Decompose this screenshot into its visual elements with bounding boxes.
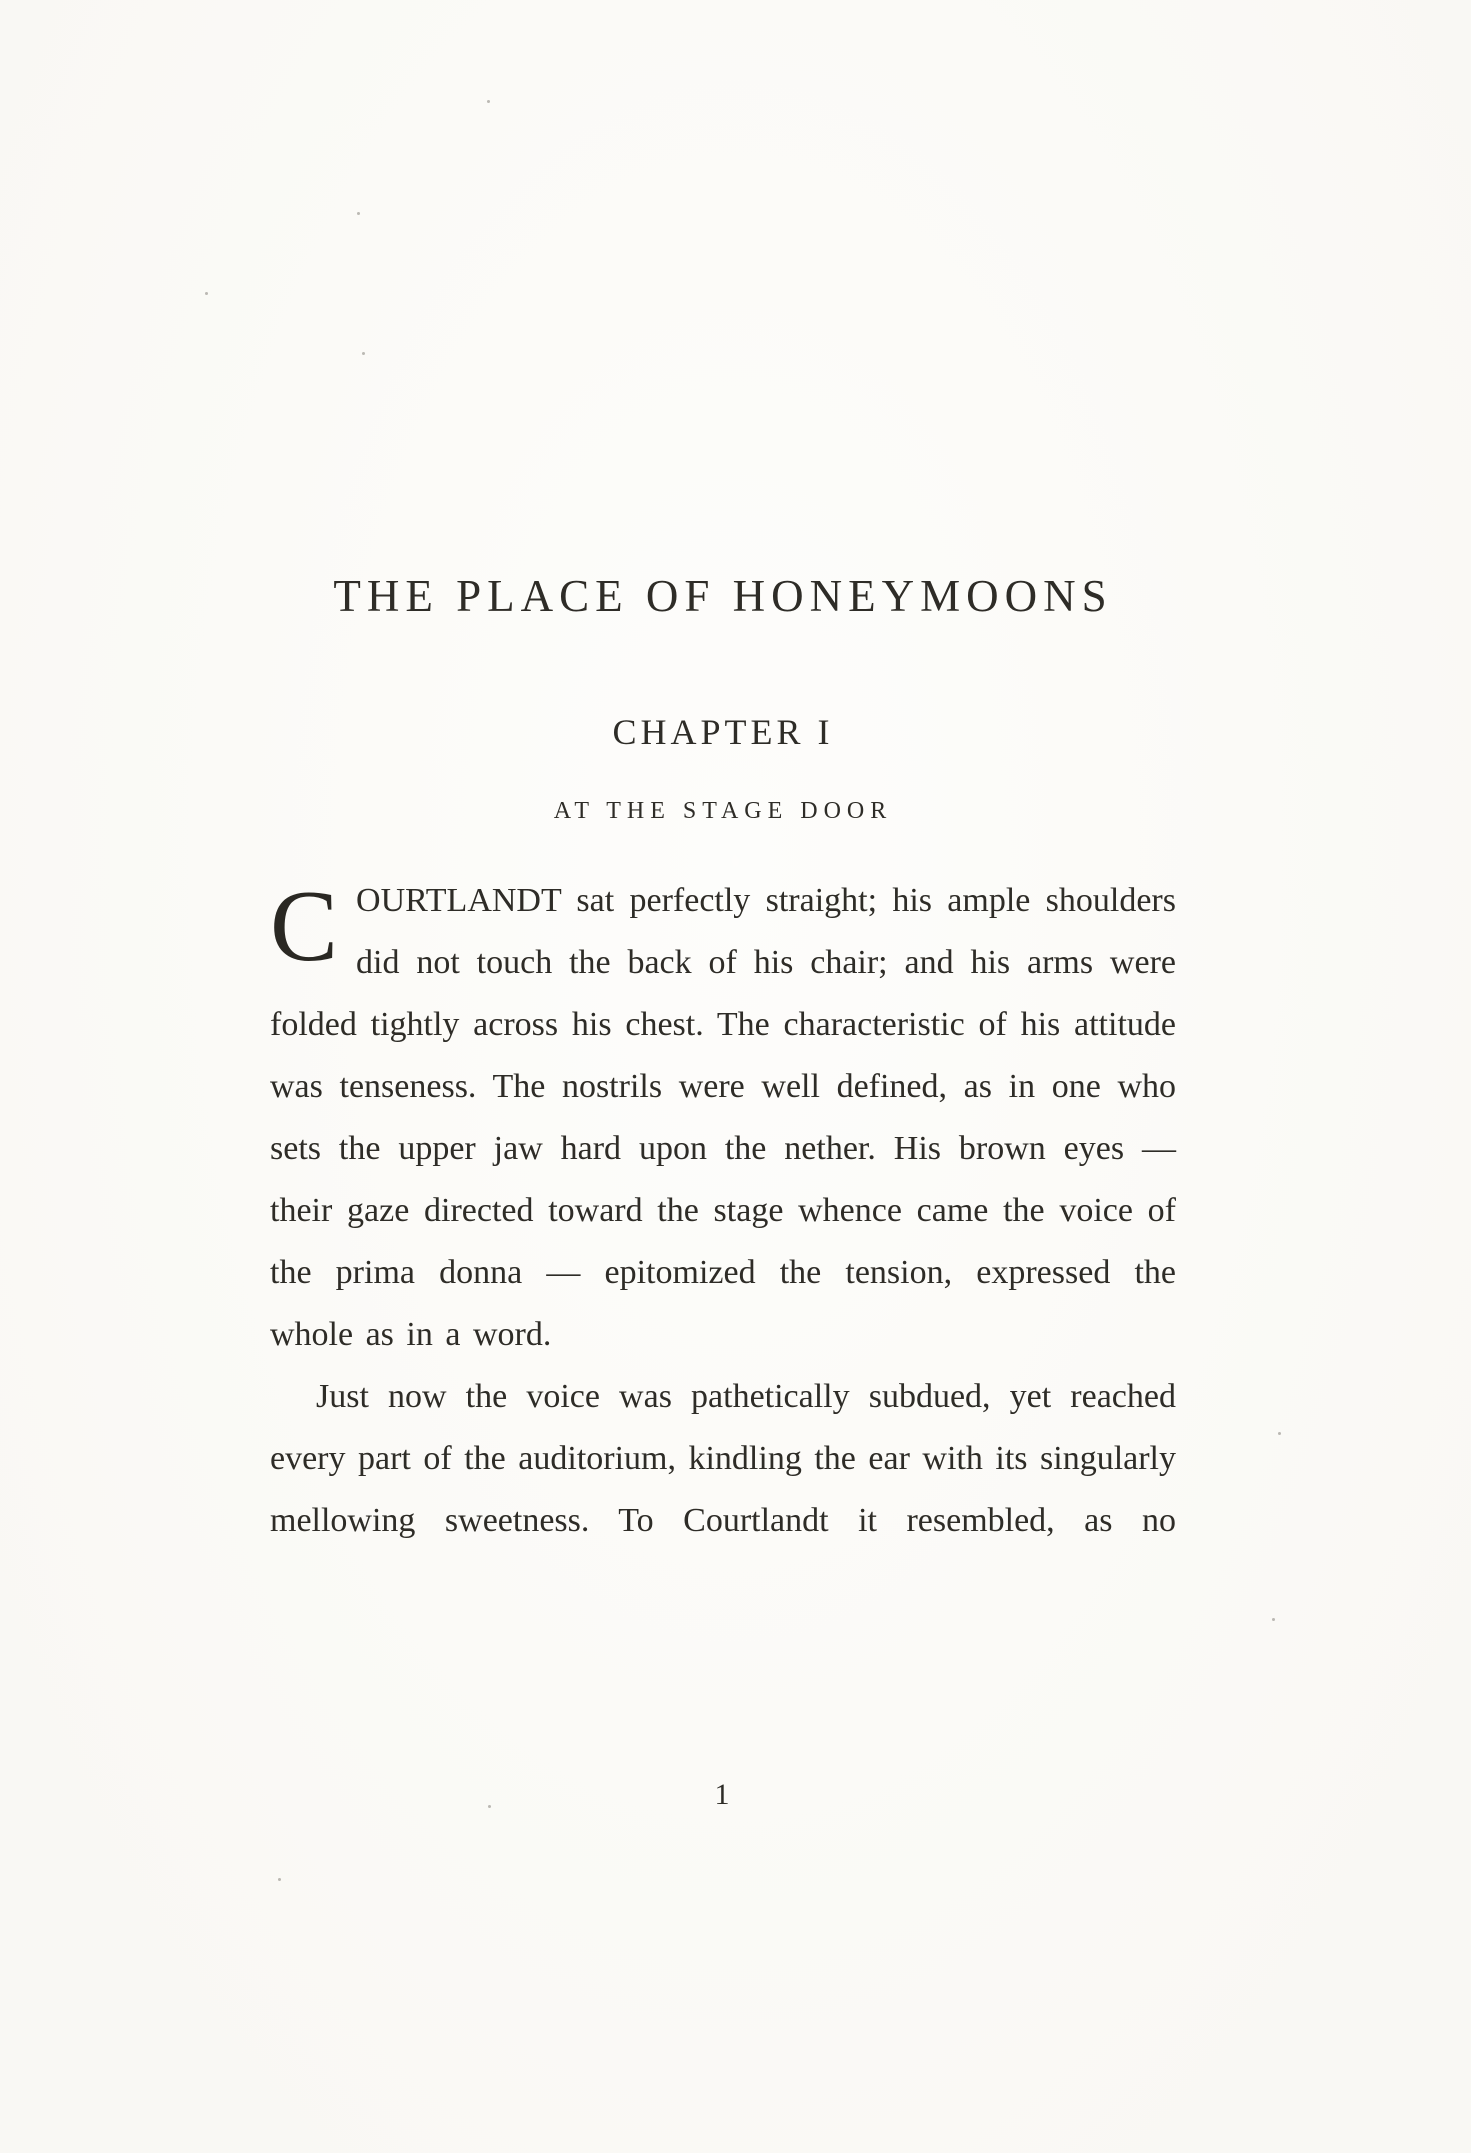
scan-speck [1272, 1618, 1275, 1621]
paragraph [270, 1366, 1176, 1552]
page-number: 1 [714, 1778, 732, 1811]
scan-speck [357, 212, 360, 215]
scan-speck [1278, 1432, 1281, 1435]
dropcap-initial: C [270, 870, 339, 983]
body-text [270, 870, 1176, 1552]
paragraph [270, 870, 1176, 1366]
scan-speck [487, 100, 490, 103]
book-title: THE PLACE OF HONEYMOONS [333, 571, 1113, 621]
text-block [270, 568, 1176, 1552]
paragraph-text: Just now the voice was pathetically subdued, yet reached every part of the auditorium, kindling the ear with its singularly mellowing sweetness. To Courtlandt it resembled, as no [270, 1378, 1176, 1539]
scan-speck [205, 292, 208, 295]
chapter-heading: CHAPTER I [612, 712, 834, 752]
paragraph-text: OURTLANDT sat perfectly straight; his ample shoulders did not touch the back of his chair; and his arms were folded tightly across his chest. The characteristic of his attitude was tenseness. The nostrils were well defined, as in one who sets the upper jaw hard upon the nether. His brown eyes — their gaze directed toward the stage whence came the voice of the prima donna — epitomized the tension, expressed the whole as in a word. [270, 882, 1176, 1353]
section-heading: AT THE STAGE DOOR [553, 798, 893, 824]
scan-speck [362, 352, 365, 355]
scan-speck [278, 1878, 281, 1881]
